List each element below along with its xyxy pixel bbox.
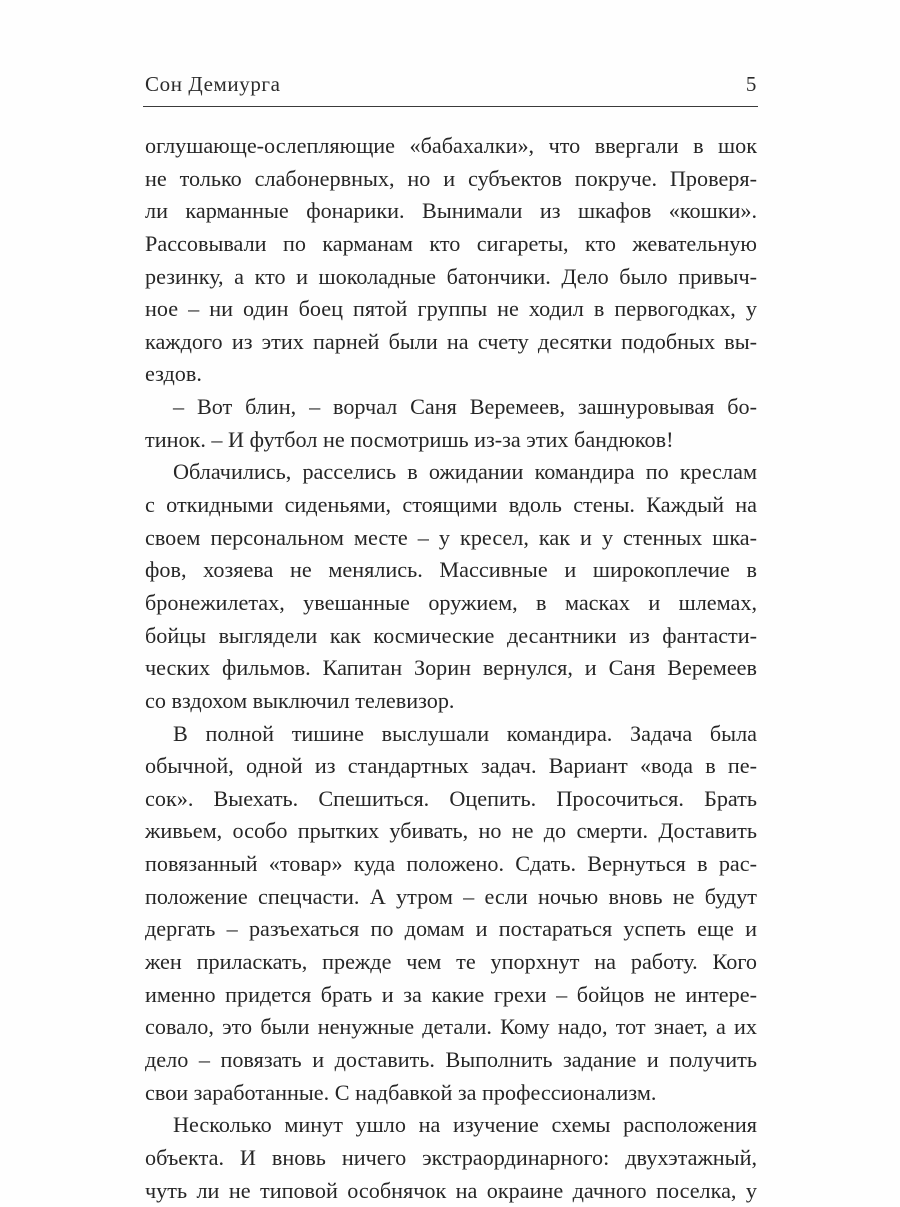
text-line: ли карманные фонарики. Вынимали из шкафов «кошки». <box>145 195 757 228</box>
text-line: дергать – разъехаться по домам и постараться успеть еще и <box>145 913 757 946</box>
running-head <box>145 70 757 100</box>
running-head-title: Сон Демиурга <box>145 72 281 97</box>
text-line: со вздохом выключил телевизор. <box>145 685 757 718</box>
text-line: с откидными сиденьями, стоящими вдоль стены. Каждый на <box>145 489 757 522</box>
text-line: фов, хозяева не менялись. Массивные и широкоплечие в <box>145 554 757 587</box>
text-line: оглушающе-ослепляющие «бабахалки», что ввергали в шок <box>145 130 757 163</box>
text-line: Рассовывали по карманам кто сигареты, кто жевательную <box>145 228 757 261</box>
text-line: В полной тишине выслушали командира. Задача была <box>145 718 757 751</box>
text-line: Облачились, расселись в ожидании командира по креслам <box>145 456 757 489</box>
text-line: свои заработанные. С надбавкой за профессионализм. <box>145 1077 757 1110</box>
text-line: не только слабонервных, но и субъектов покруче. Проверя- <box>145 163 757 196</box>
text-line: дело – повязать и доставить. Выполнить задание и получить <box>145 1044 757 1077</box>
text-line: жен приласкать, прежде чем те упорхнут на работу. Кого <box>145 946 757 979</box>
text-line: – Вот блин, – ворчал Саня Веремеев, зашнуровывая бо- <box>145 391 757 424</box>
text-line: ческих фильмов. Капитан Зорин вернулся, и Саня Веремеев <box>145 652 757 685</box>
text-line: Несколько минут ушло на изучение схемы расположения <box>145 1109 757 1142</box>
header-rule <box>143 106 758 107</box>
text-line: живьем, особо прытких убивать, но не до смерти. Доставить <box>145 815 757 848</box>
text-line: ездов. <box>145 358 757 391</box>
text-line: каждого из этих парней были на счету десятки подобных вы- <box>145 326 757 359</box>
text-line: объекта. И вновь ничего экстраординарного: двухэтажный, <box>145 1142 757 1175</box>
text-line: бойцы выглядели как космические десантники из фантасти- <box>145 620 757 653</box>
text-line: резинку, а кто и шоколадные батончики. Дело было привыч- <box>145 261 757 294</box>
text-line: совало, это были ненужные детали. Кому надо, тот знает, а их <box>145 1011 757 1044</box>
text-line: сок». Выехать. Спешиться. Оцепить. Просочиться. Брать <box>145 783 757 816</box>
text-line: тинок. – И футбол не посмотришь из-за этих бандюков! <box>145 424 757 457</box>
text-line: именно придется брать и за какие грехи – бойцов не интере- <box>145 979 757 1012</box>
text-line: повязанный «товар» куда положено. Сдать. Вернуться в рас- <box>145 848 757 881</box>
text-line: бронежилетах, увешанные оружием, в масках и шлемах, <box>145 587 757 620</box>
text-line: чуть ли не типовой особнячок на окраине дачного поселка, у <box>145 1175 757 1207</box>
text-line: ное – ни один боец пятой группы не ходил в первогодках, у <box>145 293 757 326</box>
text-line: своем персональном месте – у кресел, как и у стенных шка- <box>145 522 757 555</box>
text-line: обычной, одной из стандартных задач. Вариант «вода в пе- <box>145 750 757 783</box>
text-line: положение спецчасти. А утром – если ночью вновь не будут <box>145 881 757 914</box>
page-number: 5 <box>746 72 757 97</box>
body-text <box>145 130 757 1207</box>
